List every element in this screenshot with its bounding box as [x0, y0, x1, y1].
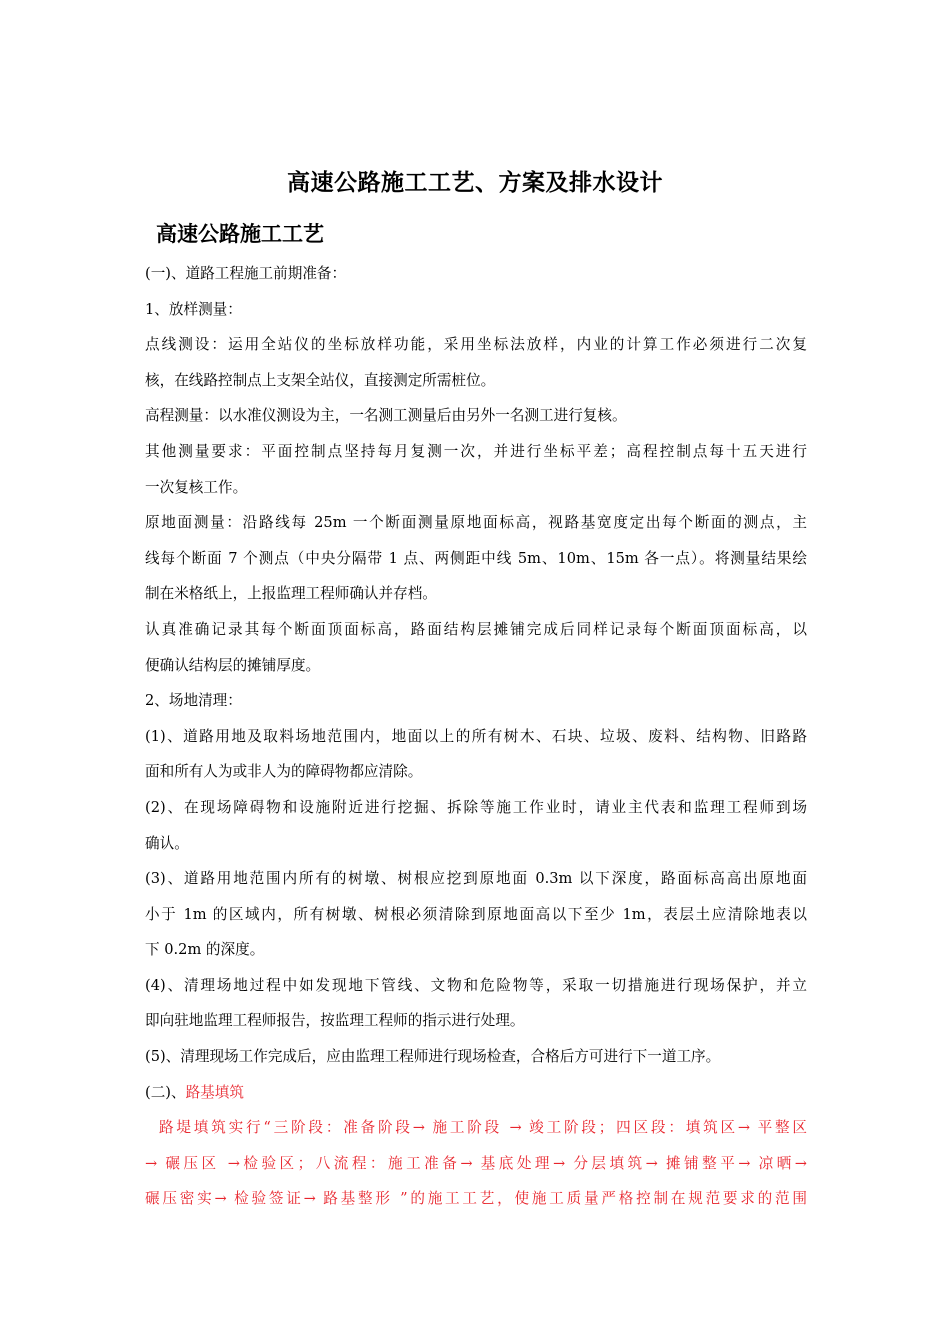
paragraph-line: 确认。 — [145, 834, 189, 852]
paragraph-line: 原地面测量：沿路线每 25m 一个断面测量原地面标高，视路基宽度定出每个断面的测点，主 — [145, 514, 807, 532]
paragraph-line: 一次复核工作。 — [145, 478, 248, 496]
paragraph-line: 面和所有人为或非人为的障碍物都应清除。 — [145, 763, 423, 781]
paragraph-line: 下 0.2m 的深度。 — [145, 941, 265, 959]
paragraph-line: 高程测量：以水准仪测设为主，一名测工测量后由另外一名测工进行复核。 — [145, 407, 627, 425]
paragraph-line: 线每个断面 7 个测点（中央分隔带 1 点、两侧距中线 5m、10m、15m 各一点）。将测量结果绘 — [145, 549, 807, 567]
paragraph-line: 2、场地清理： — [145, 692, 242, 710]
paragraph-line: 其他测量要求：平面控制点坚持每月复测一次，并进行坐标平差；高程控制点每十五天进行 — [145, 442, 807, 460]
highlighted-line: 路堤填筑实行“三阶段：准备阶段→ 施工阶段 → 竣工阶段；四区段：填筑区→ 平整区 — [159, 1119, 807, 1137]
paragraph-line: (2)、在现场障碍物和设施附近进行挖掘、拆除等施工作业时，请业主代表和监理工程师到场 — [145, 798, 807, 816]
paragraph-line: (5)、清理现场工作完成后，应由监理工程师进行现场检查，合格后方可进行下一道工序。 — [145, 1048, 721, 1066]
paragraph-line: 便确认结构层的摊铺厚度。 — [145, 656, 321, 674]
paragraph-line: 即向驻地监理工程师报告，按监理工程师的指示进行处理。 — [145, 1012, 525, 1030]
subsection-number: (二)、 — [145, 1083, 186, 1101]
paragraph-line: 点线测设：运用全站仪的坐标放样功能，采用坐标法放样，内业的计算工作必须进行二次复 — [145, 336, 807, 354]
subsection-title: 路基填筑 — [185, 1083, 244, 1101]
paragraph-line: 制在米格纸上，上报监理工程师确认并存档。 — [145, 585, 437, 603]
document-body — [145, 256, 807, 1217]
document-title: 高速公路施工工艺、方案及排水设计 — [287, 170, 663, 196]
paragraph-line: 认真准确记录其每个断面顶面标高，路面结构层摊铺完成后同样记录每个断面顶面标高，以 — [145, 620, 807, 638]
paragraph-line: (1)、道路用地及取料场地范围内，地面以上的所有树木、石块、垃圾、废料、结构物、旧路路 — [145, 727, 807, 745]
paragraph-line: 小于 1m 的区域内，所有树墩、树根必须清除到原地面高以下至少 1m，表层土应清除地表以 — [145, 905, 807, 923]
highlighted-line: 碾压密实→ 检验签证→ 路基整形 ”的施工工艺，使施工质量严格控制在规范要求的范围 — [145, 1190, 807, 1208]
paragraph-line: (一)、道路工程施工前期准备： — [145, 265, 347, 282]
paragraph-line: 核，在线路控制点上支架全站仪，直接测定所需桩位。 — [145, 371, 496, 389]
section-heading: 高速公路施工工艺 — [156, 222, 324, 246]
subsection-heading — [145, 1075, 807, 1111]
paragraph-line: (3)、道路用地范围内所有的树墩、树根应挖到原地面 0.3m 以下深度，路面标高高出原地面 — [145, 870, 807, 888]
paragraph-line: (4)、清理场地过程中如发现地下管线、文物和危险物等，采取一切措施进行现场保护，并立 — [145, 976, 807, 994]
highlighted-line: → 碾压区 →检验区；八流程：施工准备→ 基底处理→ 分层填筑→ 摊铺整平→ 凉晒→ — [145, 1154, 807, 1172]
paragraph-line: 1、放样测量： — [145, 300, 242, 318]
